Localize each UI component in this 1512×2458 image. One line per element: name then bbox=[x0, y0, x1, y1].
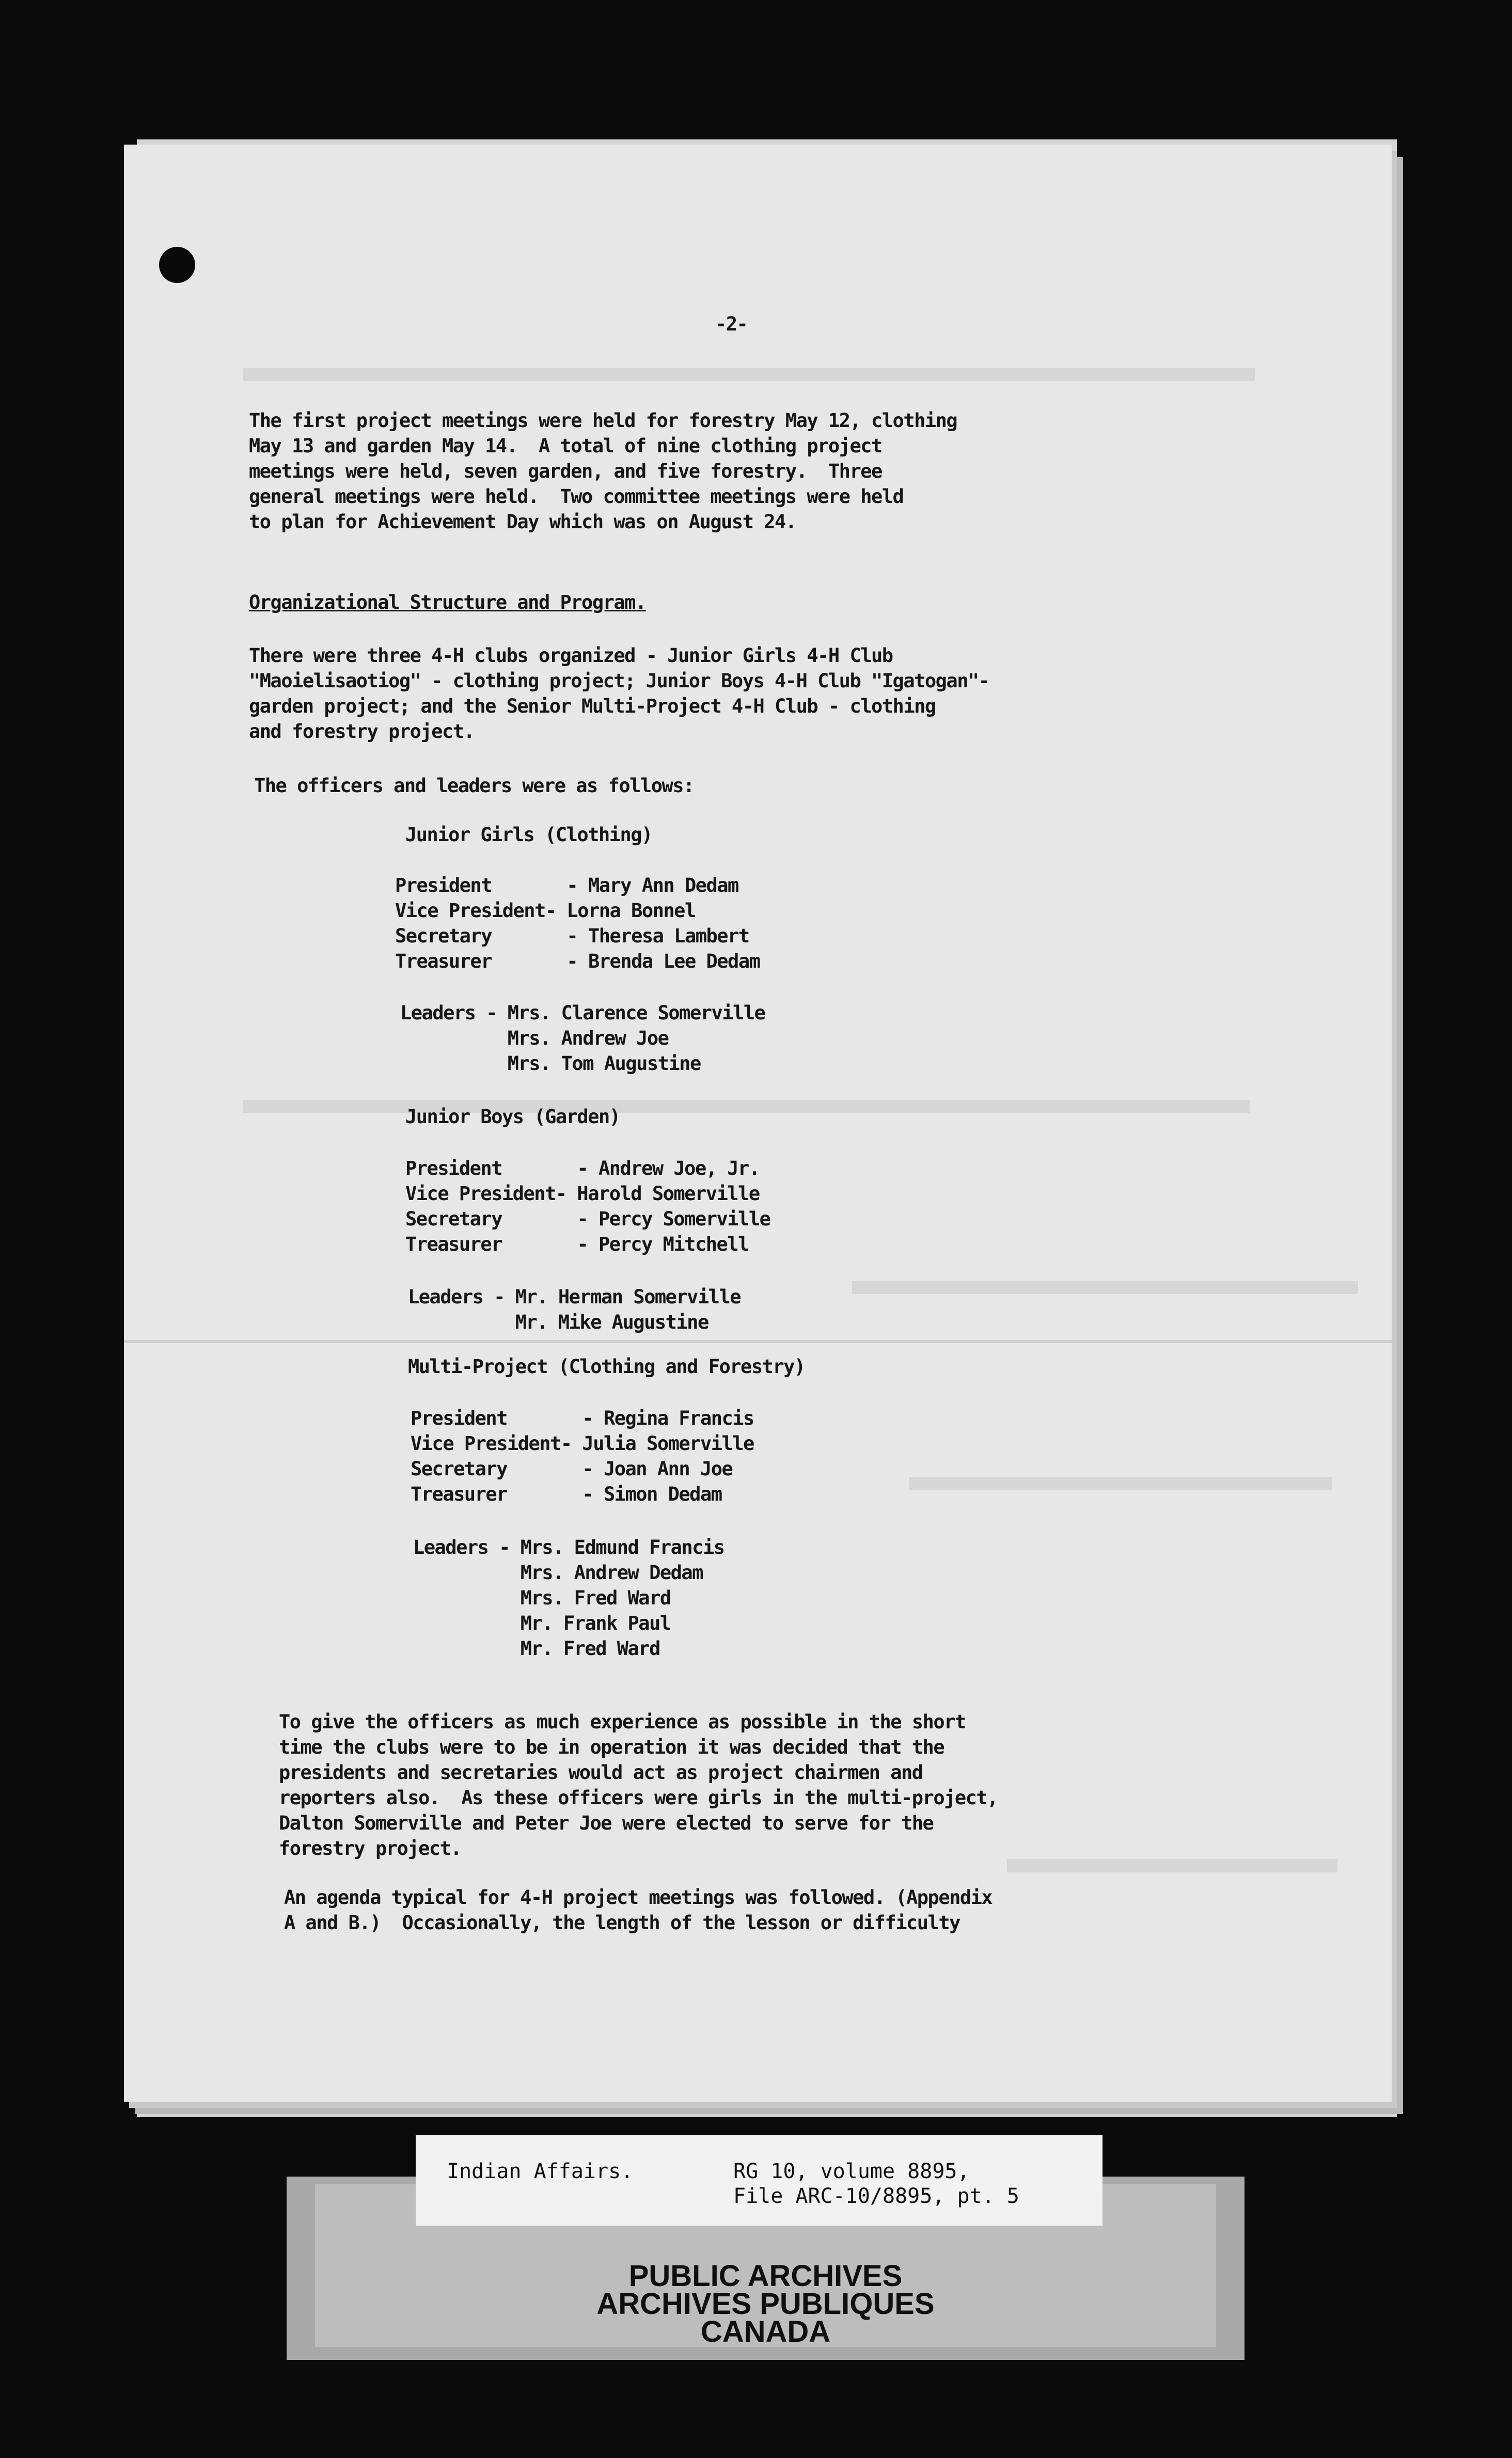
paragraph-line: There were three 4-H clubs organized - Junior Girls 4-H Club bbox=[249, 644, 893, 667]
archive-reference-label bbox=[416, 2135, 1102, 2226]
paragraph-line: To give the officers as much experience as possible in the short bbox=[279, 1711, 966, 1733]
leader-line: Mrs. Andrew Dedam bbox=[413, 1562, 703, 1584]
officers-intro: The officers and leaders were as follows: bbox=[254, 775, 694, 797]
bleed-through-text bbox=[909, 1477, 1332, 1490]
leader-line: Leaders - Mrs. Clarence Somerville bbox=[400, 1002, 765, 1024]
archive-stamp-line: CANADA bbox=[700, 2315, 831, 2349]
officer-line: Treasurer - Simon Dedam bbox=[411, 1483, 722, 1505]
club-title: Junior Girls (Clothing) bbox=[405, 824, 652, 846]
officer-line: Secretary - Theresa Lambert bbox=[395, 925, 749, 947]
archive-stamp-line: PUBLIC ARCHIVES bbox=[628, 2259, 903, 2293]
punch-hole bbox=[159, 247, 195, 283]
leader-line: Mr. Mike Augustine bbox=[408, 1311, 708, 1333]
archive-stamp-line: ARCHIVES PUBLIQUES bbox=[596, 2287, 935, 2321]
paragraph-line: time the clubs were to be in operation it was decided that the bbox=[279, 1736, 944, 1758]
club-title: Junior Boys (Garden) bbox=[405, 1106, 620, 1128]
archive-reference-line: RG 10, volume 8895, bbox=[733, 2160, 970, 2183]
officer-line: Vice President- Harold Somerville bbox=[405, 1183, 760, 1205]
officer-line: Vice President- Julia Somerville bbox=[411, 1432, 754, 1455]
paragraph-line: to plan for Achievement Day which was on August 24. bbox=[249, 511, 796, 533]
paragraph-line: garden project; and the Senior Multi-Project 4-H Club - clothing bbox=[249, 695, 936, 717]
paragraph-line: presidents and secretaries would act as project chairmen and bbox=[279, 1761, 923, 1784]
archive-source: Indian Affairs. bbox=[447, 2160, 634, 2183]
paragraph-line: A and B.) Occasionally, the length of the lesson or difficulty bbox=[284, 1912, 960, 1934]
bleed-through-text bbox=[243, 368, 1255, 381]
officer-line: President - Mary Ann Dedam bbox=[395, 874, 738, 896]
page-number: -2- bbox=[715, 313, 748, 335]
officer-line: Vice President- Lorna Bonnel bbox=[395, 900, 696, 922]
paragraph-line: An agenda typical for 4-H project meetings was followed. (Appendix bbox=[284, 1886, 993, 1909]
leader-line: Mr. Frank Paul bbox=[413, 1612, 671, 1634]
officer-line: Treasurer - Percy Mitchell bbox=[405, 1233, 749, 1255]
bleed-through-text bbox=[852, 1281, 1358, 1294]
paragraph-line: May 13 and garden May 14. A total of nine clothing project bbox=[249, 435, 882, 457]
officer-line: Secretary - Percy Somerville bbox=[405, 1208, 770, 1230]
leader-line: Mr. Fred Ward bbox=[413, 1637, 660, 1660]
page-fold-line bbox=[124, 1340, 1392, 1343]
club-title: Multi-Project (Clothing and Forestry) bbox=[408, 1356, 805, 1378]
leader-line: Mrs. Andrew Joe bbox=[400, 1027, 669, 1049]
paragraph-line: Dalton Somerville and Peter Joe were elected to serve for the bbox=[279, 1812, 934, 1834]
officer-line: President - Andrew Joe, Jr. bbox=[405, 1157, 760, 1179]
officer-line: Treasurer - Brenda Lee Dedam bbox=[395, 950, 760, 972]
paragraph-line: and forestry project. bbox=[249, 720, 475, 743]
paragraph-line: The first project meetings were held for forestry May 12, clothing bbox=[249, 409, 957, 432]
leader-line: Mrs. Tom Augustine bbox=[400, 1052, 701, 1075]
section-heading-text: Organizational Structure and Program bbox=[249, 591, 635, 613]
paragraph-line: "Maoielisaotiog" - clothing project; Junior Boys 4-H Club "Igatogan"- bbox=[249, 670, 989, 692]
section-heading: Organizational Structure and Program. bbox=[249, 591, 646, 613]
bleed-through-text bbox=[243, 1100, 1250, 1113]
officer-line: Secretary - Joan Ann Joe bbox=[411, 1458, 733, 1480]
paragraph-line: forestry project. bbox=[279, 1837, 462, 1860]
officer-line: President - Regina Francis bbox=[411, 1407, 754, 1429]
leader-line: Leaders - Mrs. Edmund Francis bbox=[413, 1536, 724, 1558]
archive-reference-line: File ARC-10/8895, pt. 5 bbox=[733, 2184, 1019, 2208]
paragraph-line: reporters also. As these officers were girls in the multi-project, bbox=[279, 1787, 998, 1809]
leader-line: Leaders - Mr. Herman Somerville bbox=[408, 1286, 741, 1308]
bleed-through-text bbox=[1007, 1859, 1337, 1872]
leader-line: Mrs. Fred Ward bbox=[413, 1587, 671, 1609]
paragraph-line: meetings were held, seven garden, and five forestry. Three bbox=[249, 460, 882, 482]
paragraph-line: general meetings were held. Two committee meetings were held bbox=[249, 485, 904, 508]
